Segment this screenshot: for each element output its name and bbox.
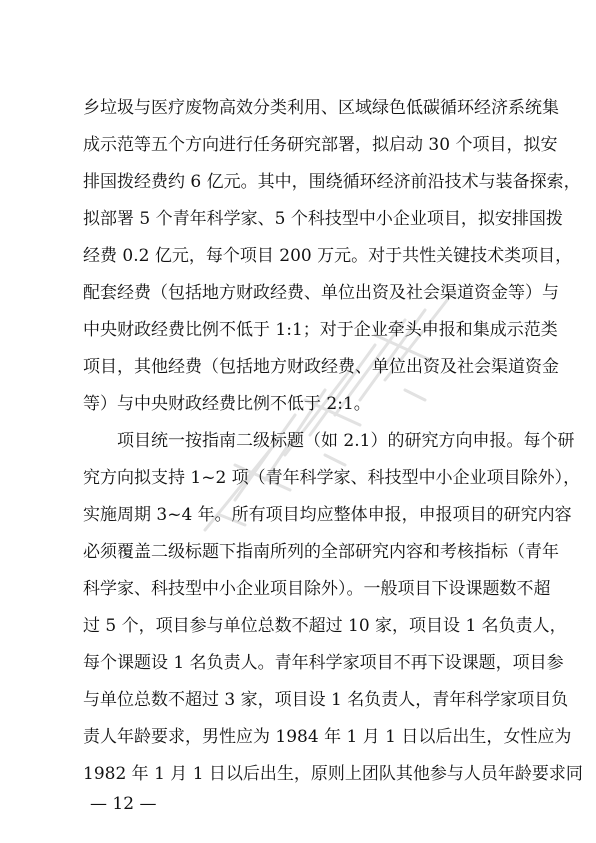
- body-line: 实施周期 3~4 年。所有项目均应整体申报，申报项目的研究内容: [83, 505, 572, 525]
- body-line: 经费 0.2 亿元，每个项目 200 万元。对于共性关键技术类项目，: [83, 246, 573, 266]
- body-line: 究方向拟支持 1~2 项（青年科学家、科技型中小企业项目除外），: [83, 468, 581, 488]
- body-line: 中央财政经费比例不低于 1:1；对于企业牵头申报和集成示范类: [83, 320, 558, 340]
- body-line: 乡垃圾与医疗废物高效分类利用、区域绿色低碳循环经济系统集: [83, 98, 559, 118]
- body-line: 与单位总数不超过 3 家，项目设 1 名负责人，青年科学家项目负: [83, 690, 569, 710]
- page-number: — 12 —: [90, 794, 157, 814]
- body-line: 责人年龄要求，男性应为 1984 年 1 月 1 日以后出生，女性应为: [83, 727, 572, 747]
- body-line: 科学家、科技型中小企业项目除外）。一般项目下设课题数不超: [83, 579, 551, 599]
- body-line: 等）与中央财政经费比例不低于 2:1。: [83, 394, 371, 414]
- body-line: 必须覆盖二级标题下指南所列的全部研究内容和考核指标（青年: [83, 542, 559, 562]
- body-line: 每个课题设 1 名负责人。青年科学家项目不再下设课题，项目参: [83, 653, 564, 673]
- body-line: 项目统一按指南二级标题（如 2.1）的研究方向申报。每个研: [117, 431, 575, 451]
- body-line: 拟部署 5 个青年科学家、5 个科技型中小企业项目，拟安排国拨: [83, 209, 563, 229]
- body-line: 过 5 个，项目参与单位总数不超过 10 家，项目设 1 名负责人，: [83, 616, 567, 636]
- body-line: 配套经费（包括地方财政经费、单位出资及社会渠道资金等）与: [83, 283, 559, 303]
- body-line: 项目，其他经费（包括地方财政经费、单位出资及社会渠道资金: [83, 357, 559, 377]
- body-line: 成示范等五个方向进行任务研究部署，拟启动 30 个项目，拟安: [83, 135, 558, 155]
- body-line: 1982 年 1 月 1 日以后出生，原则上团队其他参与人员年龄要求同: [83, 764, 583, 784]
- body-line: 排国拨经费约 6 亿元。其中，围绕循环经济前沿技术与装备探索，: [83, 172, 581, 192]
